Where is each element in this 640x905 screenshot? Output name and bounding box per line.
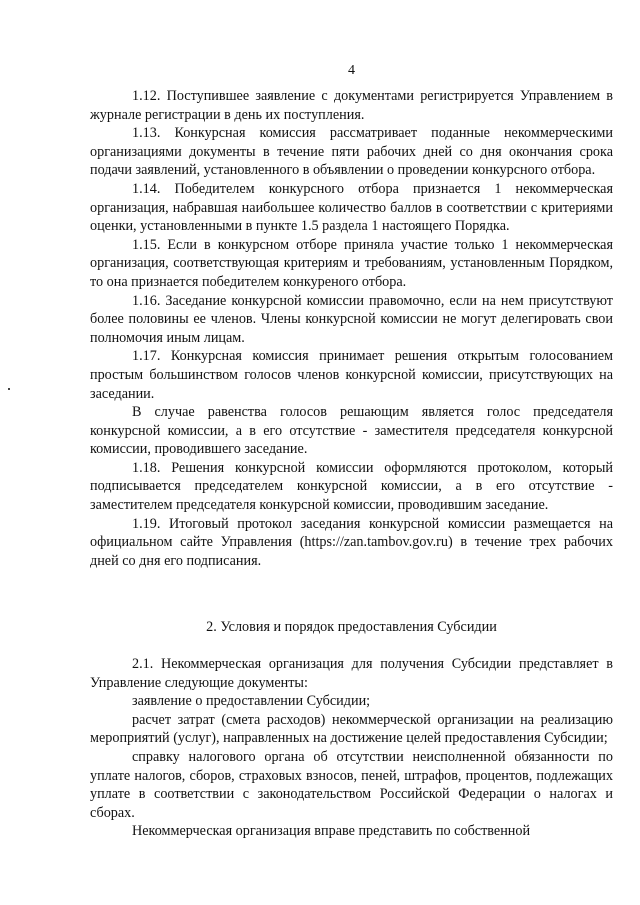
paragraph-1-12: 1.12. Поступившее заявление с документами регистрируется Управлением в журнале регистрации в день их поступления.: [90, 88, 613, 123]
paragraph-1-13: 1.13. Конкурсная комиссия рассматривает поданные некоммерческими организациями документы в течение пяти рабочих дней со дня окончания срока подачи заявлений, установленного в объявлении о проведении конкурсного отбора.: [90, 125, 613, 179]
paragraph-tie-vote: В случае равенства голосов решающим является голос председателя конкурсной комиссии, а в его отсутствие - заместителя председателя конкурсной комиссии, проводившего заседание.: [90, 404, 613, 458]
scan-mark: [8, 388, 10, 390]
paragraph-2-1: 2.1. Некоммерческая организация для получения Субсидии представляет в Управление следующие документы:: [90, 656, 613, 691]
paragraph-1-14: 1.14. Победителем конкурсного отбора признается 1 некоммерческая организация, набравшая наибольшее количество баллов в соответствии с критериями оценки, установленными в пункте 1.5 раздела 1 настоящего Порядка.: [90, 180, 613, 235]
list-item-application: заявление о предоставлении Субсидии;: [132, 693, 371, 710]
paragraph-1-18: 1.18. Решения конкурсной комиссии оформляются протоколом, который подписывается председателем конкурсной комиссии, а в его отсутствие - заместителем председателя конкурсной комиссии, проводившим заседание.: [90, 459, 613, 514]
page-number: 4: [348, 63, 355, 78]
list-item-cost-estimate: расчет затрат (смета расходов) некоммерческой организации на реализацию мероприятий (услуг), направленных на достижение целей предоставления Субсидии;: [90, 711, 613, 747]
paragraph-1-15: 1.15. Если в конкурсном отборе приняла участие только 1 некоммерческая организация, соответствующая критериям и требованиям, установленным Порядком, то она признается победителем конкуреного отбора.: [90, 236, 613, 290]
paragraph-1-16: 1.16. Заседание конкурсной комиссии правомочно, если на нем присутствуют более половины ее членов. Члены конкурсной комиссии не могут делегировать свои полномочия иным лицам.: [90, 292, 613, 346]
list-item-tax-certificate: справку налогового органа об отсутствии неисполненной обязанности по уплате налогов, сборов, страховых взносов, пеней, штрафов, процентов, подлежащих уплате в соответствии с законодательством Российской Федерации о налогах и сборах.: [90, 749, 613, 821]
section-title: 2. Условия и порядок предоставления Субсидии: [206, 619, 497, 636]
paragraph-1-17: 1.17. Конкурсная комиссия принимает решения открытым голосованием простым большинством голосов членов конкурсной комиссии, присутствующих на заседании.: [90, 348, 613, 402]
paragraph-1-19: 1.19. Итоговый протокол заседания конкурсной комиссии размещается на официальном сайте Управления (https://zan.tambov.gov.ru) в течение трех рабочих дней со дня его подписания.: [90, 515, 613, 569]
paragraph-continuation: Некоммерческая организация вправе представить по собственной: [132, 823, 531, 840]
